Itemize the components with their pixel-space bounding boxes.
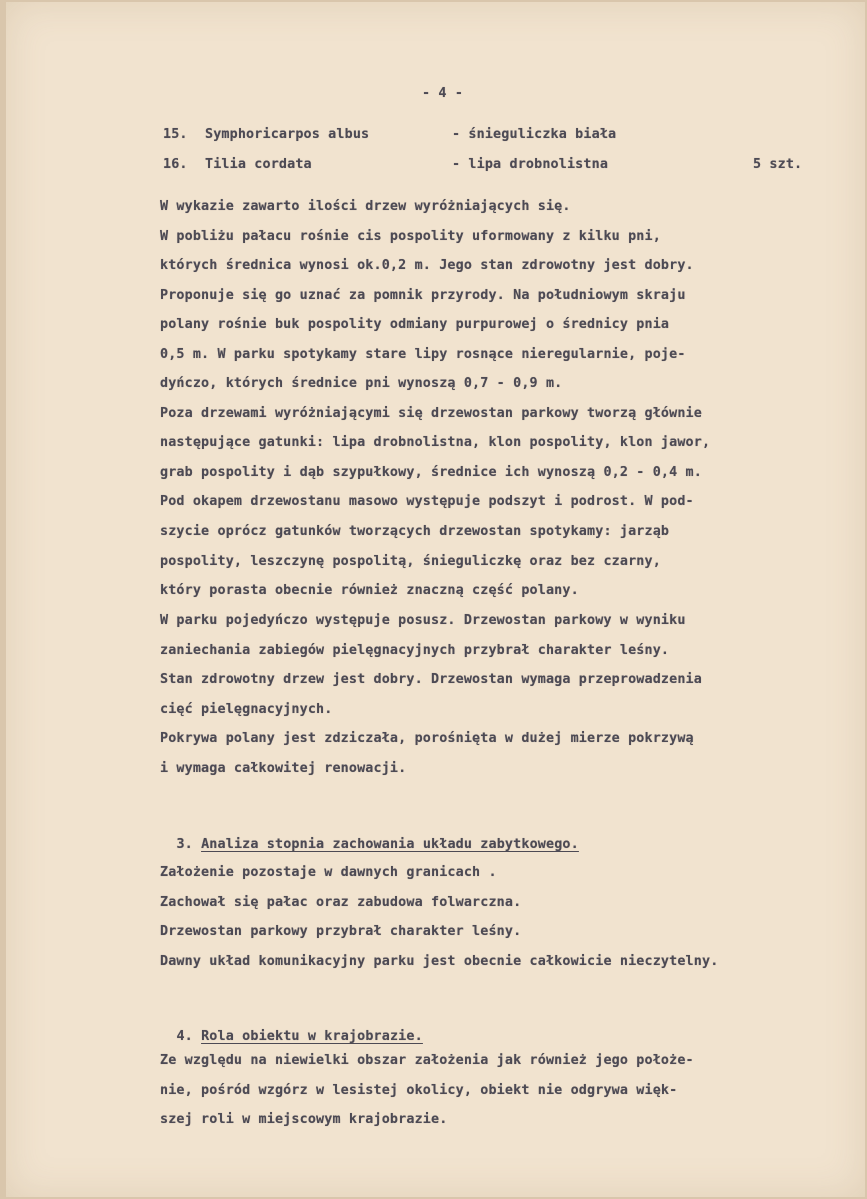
body-text-line: Założenie pozostaje w dawnych granicach . [160,865,497,880]
section-title: Rola obiektu w krajobrazie. [201,1029,423,1044]
body-text-line: polany rośnie buk pospolity odmiany purpurowej o średnicy pnia [160,317,670,332]
body-text-line: szycie oprócz gatunków tworzących drzewostan spotykamy: jarząb [160,524,670,539]
document-page [6,2,865,1197]
species-polish-name: - śnieguliczka biała [452,127,617,142]
body-text-line: i wymaga całkowitej renowacji. [160,761,407,776]
body-text-line: cięć pielęgnacyjnych. [160,702,333,717]
body-text-line: szej roli w miejscowym krajobrazie. [160,1112,448,1127]
section-3-heading [160,822,579,852]
body-text-line: nie, pośród wzgórz w lesistej okolicy, obiekt nie odgrywa więk- [160,1083,678,1098]
body-text-line: których średnica wynosi ok.0,2 m. Jego stan zdrowotny jest dobry. [160,258,694,273]
body-text-line: Poza drzewami wyróżniającymi się drzewostan parkowy tworzą głównie [160,406,702,421]
section-title: Analiza stopnia zachowania układu zabytkowego. [201,837,579,852]
body-text-line: W parku pojedyńczo występuje posusz. Drzewostan parkowy w wyniku [160,613,686,628]
species-number: 15. [163,127,188,142]
body-text-line: zaniechania zabiegów pielęgnacyjnych przybrał charakter leśny. [160,643,670,658]
body-text-line: 0,5 m. W parku spotykamy stare lipy rosnące nieregularnie, poje- [160,347,686,362]
body-text-line: następujące gatunki: lipa drobnolistna, klon pospolity, klon jawor, [160,435,711,450]
body-text-line: Pokrywa polany jest zdziczała, porośnięta w dużej mierze pokrzywą [160,731,694,746]
species-polish-name: - lipa drobnolistna [452,157,609,172]
body-text-line: dyńczo, których średnice pni wynoszą 0,7 - 0,9 m. [160,376,563,391]
body-text-line: Stan zdrowotny drzew jest dobry. Drzewostan wymaga przeprowadzenia [160,672,702,687]
body-text-line: Drzewostan parkowy przybrał charakter leśny. [160,924,522,939]
species-quantity: 5 szt. [753,157,803,172]
body-text-line: Ze względu na niewielki obszar założenia jak również jego położe- [160,1053,694,1068]
body-text-line: W pobliżu pałacu rośnie cis pospolity uformowany z kilku pni, [160,229,661,244]
body-text-line: Pod okapem drzewostanu masowo występuje podszyt i podrost. W pod- [160,494,694,509]
body-text-line: Dawny układ komunikacyjny parku jest obecnie całkowicie nieczytelny. [160,954,719,969]
section-number: 4. [176,1029,193,1044]
section-4-heading [160,1014,423,1044]
body-text-line: grab pospolity i dąb szypułkowy, średnice ich wynoszą 0,2 - 0,4 m. [160,465,702,480]
body-text-line: który porasta obecnie również znaczną część polany. [160,583,579,598]
species-number: 16. [163,157,188,172]
species-latin-name: Symphoricarpos albus [205,127,370,142]
body-text-line: Proponuje się go uznać za pomnik przyrody. Na południowym skraju [160,288,686,303]
body-text-line: pospolity, leszczynę pospolitą, śnieguliczkę oraz bez czarny, [160,554,661,569]
page-number: - 4 - [422,86,464,101]
body-text-line: W wykazie zawarto ilości drzew wyróżniających się. [160,199,571,214]
section-number: 3. [176,837,193,852]
species-latin-name: Tilia cordata [205,157,312,172]
body-text-line: Zachował się pałac oraz zabudowa folwarczna. [160,895,522,910]
